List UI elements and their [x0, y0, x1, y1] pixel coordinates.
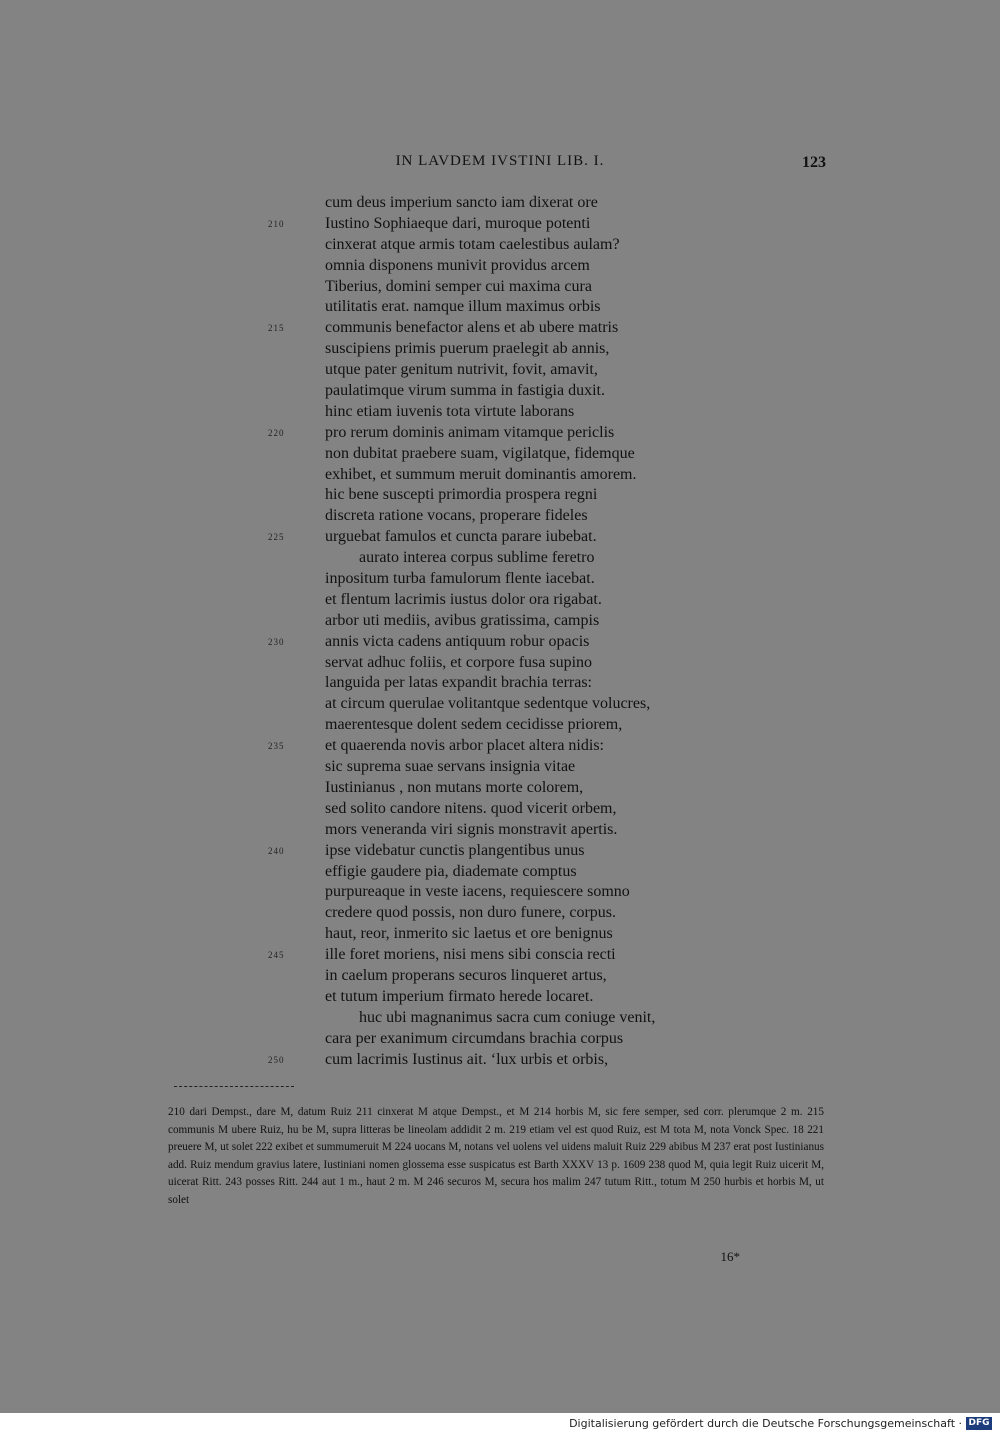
verse-text: cum lacrimis Iustinus ait. ‘lux urbis et orbis,	[325, 1050, 609, 1068]
verse-text: haut, reor, inmerito sic laetus et ore benignus	[325, 925, 613, 943]
verse-line	[268, 318, 745, 339]
verse-line	[268, 736, 745, 757]
verse-line	[268, 841, 745, 862]
verse-line	[325, 966, 745, 987]
verse-text: inpositum turba famulorum flente iacebat.	[325, 570, 595, 588]
verse-line	[268, 214, 745, 235]
line-number: 230	[268, 636, 285, 647]
verse-text: et quaerenda novis arbor placet altera nidis:	[325, 737, 604, 755]
verse-text: suscipiens primis puerum praelegit ab annis,	[325, 340, 610, 358]
verse-text: utque pater genitum nutrivit, fovit, amavit,	[325, 361, 598, 379]
verse-line	[325, 590, 745, 611]
verse-line	[325, 465, 745, 486]
verse-line	[325, 193, 745, 214]
verse-text: Tiberius, domini semper cui maxima cura	[325, 277, 592, 295]
verse-line	[325, 820, 745, 841]
verse-line	[325, 1029, 745, 1050]
verse-text: paulatimque virum summa in fastigia duxit.	[325, 382, 605, 400]
footer-bar	[0, 1413, 1000, 1434]
verse-line	[268, 423, 745, 444]
verse-line	[325, 653, 745, 674]
line-number: 240	[268, 845, 285, 856]
verse-text: in caelum properans securos linqueret artus,	[325, 966, 607, 984]
verse-text: huc ubi magnanimus sacra cum coniuge venit,	[359, 1008, 656, 1026]
verse-line	[325, 485, 745, 506]
line-number: 235	[268, 741, 285, 752]
verse-text: omnia disponens munivit providus arcem	[325, 256, 590, 274]
line-number: 210	[268, 218, 285, 229]
verse-text: cara per exanimum circumdans brachia corpus	[325, 1029, 624, 1047]
verse-line	[325, 757, 745, 778]
verse-text: exhibet, et summum meruit dominantis amorem.	[325, 465, 637, 483]
verse-line	[325, 569, 745, 590]
verse-line	[268, 632, 745, 653]
verse-text: sed solito candore nitens. quod vicerit orbem,	[325, 799, 617, 817]
verse-text: non dubitat praebere suam, vigilatque, fidemque	[325, 444, 635, 462]
verse-line	[325, 381, 745, 402]
verse-text: credere quod possis, non duro funere, corpus.	[325, 904, 617, 922]
verse-text: ipse videbatur cunctis plangentibus unus	[325, 841, 585, 859]
verse-text: cinxerat atque armis totam caelestibus aulam?	[325, 235, 620, 253]
poem-text	[268, 193, 745, 1070]
verse-text: ille foret moriens, nisi mens sibi conscia recti	[325, 946, 616, 964]
line-number: 220	[268, 427, 285, 438]
page-number: 123	[802, 154, 826, 171]
line-number: 225	[268, 532, 285, 543]
verse-text: effigie gaudere pia, diademate comptus	[325, 862, 577, 880]
verse-text: hic bene suscepti primordia prospera regni	[325, 486, 598, 504]
verse-text: aurato interea corpus sublime feretro	[359, 549, 595, 567]
verse-text: et flentum lacrimis iustus dolor ora rigabat.	[325, 590, 602, 608]
verse-text: languida per latas expandit brachia terras:	[325, 674, 592, 692]
verse-line	[268, 945, 745, 966]
line-number: 245	[268, 950, 285, 961]
verse-line	[325, 360, 745, 381]
verse-text: maerentesque dolent sedem cecidisse priorem,	[325, 716, 623, 734]
running-header: IN LAVDEM IVSTINI LIB. I.	[395, 153, 605, 169]
verse-line	[325, 987, 745, 1008]
verse-line	[325, 903, 745, 924]
verse-line	[325, 694, 745, 715]
verse-line	[325, 444, 745, 465]
verse-line	[325, 297, 745, 318]
dfg-logo-icon: DFG	[966, 1417, 992, 1430]
verse-text: purpureaque in veste iacens, requiescere somno	[325, 883, 630, 901]
verse-line	[325, 339, 745, 360]
verse-text: cum deus imperium sancto iam dixerat ore	[325, 194, 598, 211]
verse-text: at circum querulae volitantque sedentque volucres,	[325, 695, 651, 713]
verse-text: Iustino Sophiaeque dari, muroque potenti	[325, 214, 591, 232]
verse-text: discreta ratione vocans, properare fideles	[325, 507, 588, 525]
verse-line	[325, 799, 745, 820]
verse-line	[325, 256, 745, 277]
verse-text: pro rerum dominis animam vitamque periclis	[325, 423, 615, 441]
verse-line	[325, 277, 745, 298]
verse-line	[325, 673, 745, 694]
verse-text: mors veneranda viri signis monstravit apertis.	[325, 820, 618, 838]
verse-line	[268, 527, 745, 548]
verse-line	[325, 882, 745, 903]
verse-line	[325, 862, 745, 883]
verse-line	[325, 715, 745, 736]
verse-line	[325, 235, 745, 256]
verse-line	[325, 1008, 745, 1029]
verse-line	[268, 1050, 745, 1071]
verse-text: et tutum imperium firmato herede locaret.	[325, 987, 594, 1005]
verse-text: urguebat famulos et cuncta parare iubebat.	[325, 528, 597, 546]
verse-text: hinc etiam iuvenis tota virtute laborans	[325, 402, 575, 420]
verse-text: utilitatis erat. namque illum maximus orbis	[325, 298, 601, 316]
verse-line	[325, 506, 745, 527]
line-number: 250	[268, 1054, 285, 1065]
signature-mark: 16*	[720, 1249, 740, 1264]
verse-line	[325, 611, 745, 632]
verse-text: communis benefactor alens et ab ubere matris	[325, 319, 619, 337]
verse-text: servat adhuc foliis, et corpore fusa supino	[325, 653, 593, 671]
line-number: 215	[268, 323, 285, 334]
verse-line	[325, 402, 745, 423]
funding-notice: Digitalisierung gefördert durch die Deutsche Forschungsgemeinschaft ·	[569, 1417, 962, 1430]
verse-line	[325, 924, 745, 945]
critical-apparatus: 210 dari Dempst., dare M, datum Ruiz 211 cinxerat M atque Dempst., et M 214 horbis M, sic fere semper, sed corr. plerumque 2 m. 215 communis M ubere Ruiz, hu be M, supra litteras be lineolam addidit 2 m. 219 etiam vel est quod Ruiz, est M tota M, nota Vonck Spec. 18 221 preuere M, ut solet 222 exibet et summumeruit M 224 uocans M, notans vel uolens vel uidens maluit Ruiz 229 abibus M 237 erat post Iustinianus add. Ruiz mendum gravius latere, Iustiniani nomen glossema esse suspicatus est Barth XXXV 13 p. 1609 238 quod M, quia legit Ruiz uicerit M, uicerat Ritt. 243 posses Ritt. 244 aut 1 m., haut 2 m. M 246 securos M, secura hos malim 247 tutum Ritt., totum M 250 hurbis et horbis M, ut solet	[168, 1106, 824, 1206]
verse-text: sic suprema suae servans insignia vitae	[325, 758, 576, 776]
separator-rule	[174, 1086, 294, 1088]
verse-text: Iustinianus , non mutans morte colorem,	[325, 778, 584, 796]
verse-text: arbor uti mediis, avibus gratissima, campis	[325, 611, 600, 629]
verse-line	[325, 548, 745, 569]
verse-line	[325, 778, 745, 799]
verse-text: annis victa cadens antiquum robur opacis	[325, 632, 590, 650]
